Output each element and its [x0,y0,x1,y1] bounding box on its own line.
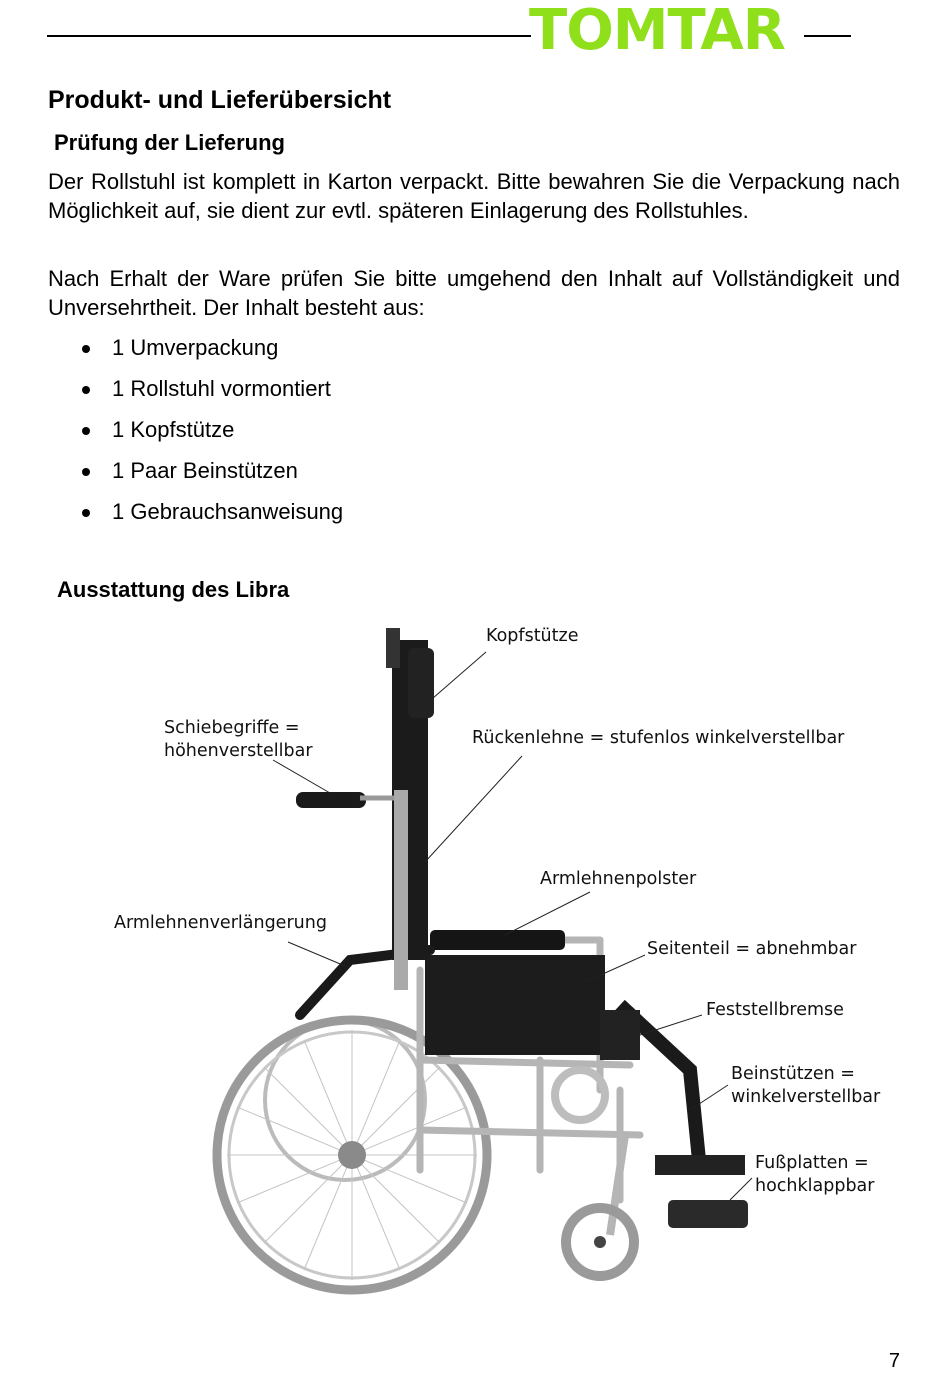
label-fussplatten: Fußplatten = hochklappbar [755,1153,875,1196]
label-armlehnenverlaengerung: Armlehnenverlängerung [114,913,327,933]
armrest-pad [430,930,565,950]
headrest [408,648,434,718]
list-item-text: 1 Paar Beinstützen [112,458,298,483]
push-handle [296,792,366,808]
page-title: Produkt- und Lieferübersicht [48,86,392,114]
header-rule-left [47,35,531,37]
footplate [668,1200,748,1228]
brand-logo: TOMTAR [529,0,785,63]
label-schiebegriffe: Schiebegriffe = höhenverstellbar [164,718,313,761]
list-item-text: 1 Gebrauchsanweisung [112,499,344,524]
list-item-text: 1 Umverpackung [112,335,279,360]
bullet-icon [82,509,90,517]
list-item-text: 1 Rollstuhl vormontiert [112,376,331,401]
list-item [80,375,343,416]
list-item-text: 1 Kopfstütze [112,417,235,442]
label-feststellbremse: Feststellbremse [706,1000,844,1020]
label-kopfstuetze: Kopfstütze [486,626,579,646]
bullet-icon [82,345,90,353]
list-item [80,416,343,457]
bullet-icon [82,468,90,476]
section-heading-pruefung: Prüfung der Lieferung [54,130,285,155]
list-item [80,457,343,498]
list-item [80,498,343,539]
brake [600,1010,640,1060]
list-item [80,334,343,375]
paragraph-contents: Nach Erhalt der Ware prüfen Sie bitte umgehend den Inhalt auf Vollständigkeit und Unversehrtheit. Der Inhalt besteht aus: [48,266,900,320]
section-heading-ausstattung: Ausstattung des Libra [57,577,290,602]
label-seitenteil: Seitenteil = abnehmbar [647,939,857,959]
label-armlehnenpolster: Armlehnenpolster [540,869,697,889]
seat-panel [425,955,605,1055]
paragraph-packaging: Der Rollstuhl ist komplett in Karton verpackt. Bitte bewahren Sie die Verpackung nach Möglichkeit auf, sie dient zur evtl. späteren Einlagerung des Rollstuhles. [48,169,900,223]
bullet-icon [82,427,90,435]
wheelchair-figure [0,610,950,1310]
header-rule-right [804,35,851,37]
label-beinstuetzen: Beinstützen = winkelverstellbar [731,1064,881,1107]
bullet-icon [82,386,90,394]
page-number: 7 [888,1350,900,1372]
label-rueckenlehne: Rückenlehne = stufenlos winkelverstellbar [472,728,845,748]
contents-list [80,334,343,539]
